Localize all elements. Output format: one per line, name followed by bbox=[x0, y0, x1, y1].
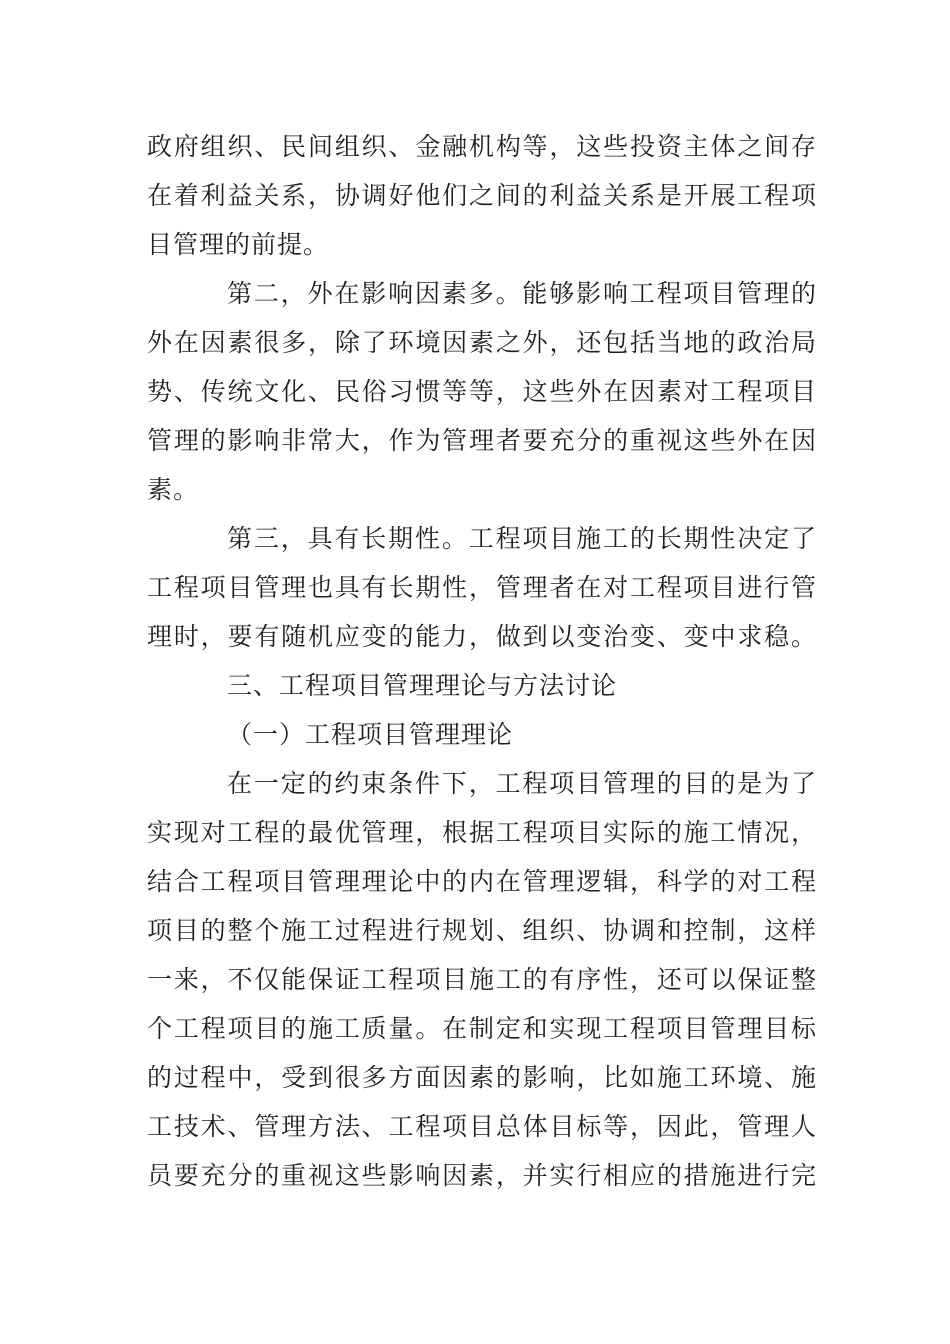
text-line: 的过程中，受到很多方面因素的影响，比如施工环境、施 bbox=[147, 1063, 817, 1092]
text-line: 一来，不仅能保证工程项目施工的有序性，还可以保证整 bbox=[147, 965, 817, 994]
text-line: 工技术、管理方法、工程项目总体目标等，因此，管理人 bbox=[147, 1112, 817, 1141]
text-line: 实现对工程的最优管理，根据工程项目实际的施工情况， bbox=[147, 818, 817, 847]
section-heading: 三、工程项目管理理论与方法讨论 bbox=[227, 671, 618, 700]
text-line: 个工程项目的施工质量。在制定和实现工程项目管理目标 bbox=[147, 1014, 817, 1043]
text-line: 在着利益关系，协调好他们之间的利益关系是开展工程项 bbox=[147, 181, 817, 210]
text-line: 第三，具有长期性。工程项目施工的长期性决定了 bbox=[227, 524, 817, 553]
text-line: 势、传统文化、民俗习惯等等，这些外在因素对工程项目 bbox=[147, 377, 817, 406]
document-body bbox=[147, 122, 817, 1200]
text-line: 工程项目管理也具有长期性，管理者在对工程项目进行管 bbox=[147, 573, 817, 602]
text-line: 外在因素很多，除了环境因素之外，还包括当地的政治局 bbox=[147, 328, 817, 357]
subsection-heading: （一）工程项目管理理论 bbox=[227, 720, 514, 749]
text-line: 目管理的前提。 bbox=[147, 230, 330, 259]
text-line: 项目的整个施工过程进行规划、组织、协调和控制，这样 bbox=[147, 916, 817, 945]
text-line: 在一定的约束条件下，工程项目管理的目的是为了 bbox=[227, 769, 817, 798]
text-line: 管理的影响非常大，作为管理者要充分的重视这些外在因 bbox=[147, 426, 817, 455]
text-line: 政府组织、民间组织、金融机构等，这些投资主体之间存 bbox=[147, 132, 817, 161]
text-line: 素。 bbox=[147, 475, 200, 504]
text-line: 员要充分的重视这些影响因素，并实行相应的措施进行完 bbox=[147, 1161, 817, 1190]
text-line: 理时，要有随机应变的能力，做到以变治变、变中求稳。 bbox=[147, 622, 817, 651]
text-line: 第二，外在影响因素多。能够影响工程项目管理的 bbox=[227, 279, 817, 308]
text-line: 结合工程项目管理理论中的内在管理逻辑，科学的对工程 bbox=[147, 867, 817, 896]
